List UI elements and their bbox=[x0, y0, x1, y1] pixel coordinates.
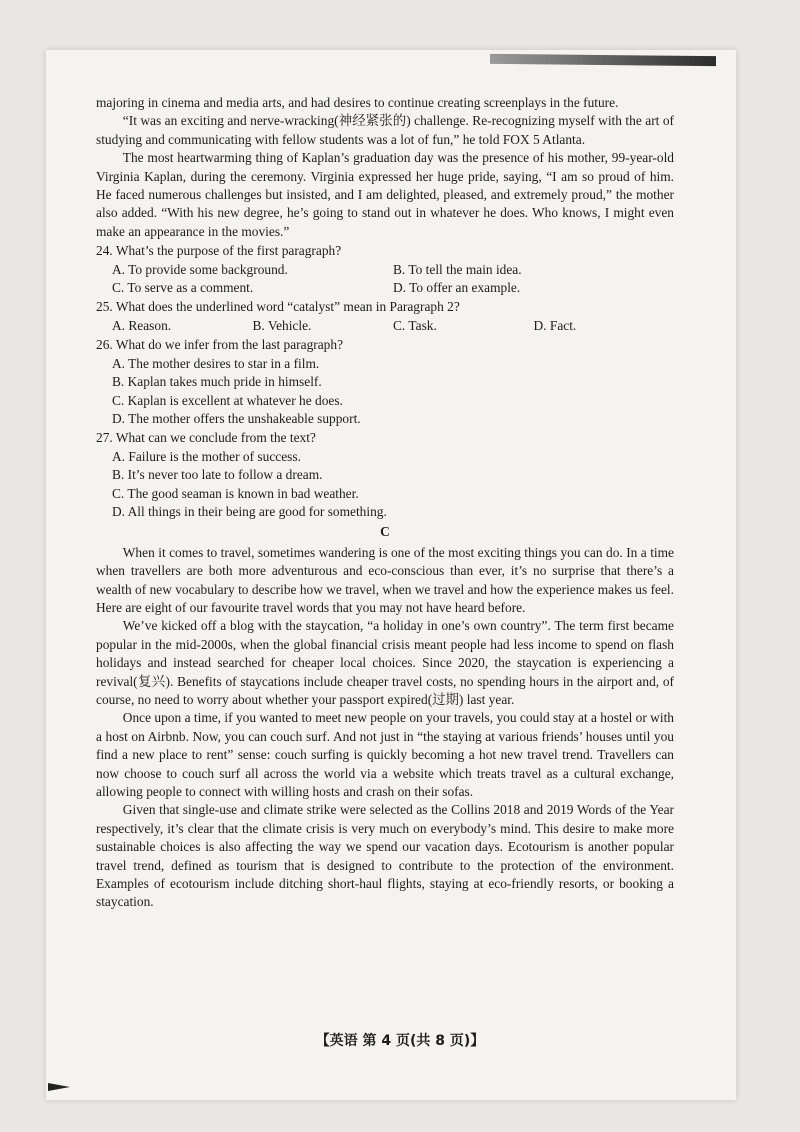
option[interactable]: C. To serve as a comment. bbox=[112, 280, 254, 296]
option[interactable]: B. To tell the main idea. bbox=[393, 261, 522, 277]
question-stem: 25. What does the underlined word “catalyst” mean in Paragraph 2? bbox=[96, 299, 460, 315]
passage-b-paragraph: The most heartwarming thing of Kaplan’s graduation day was the presence of his mother, 99-year-old Virginia Kaplan, during the ceremony. Virginia expressed her huge pride, saying, “I am so proud of him. He faced numerous challenges but insisted, and I am delighted, pleased, and extremely proud,” the mother also added. “With his new degree, he’s going to stand out in whatever he does. Who knows, I might even make an appearance in the movies.” bbox=[96, 150, 674, 239]
page-footer: 【英语 第 4 页(共 8 页)】 bbox=[315, 1033, 485, 1049]
question-stem: 27. What can we conclude from the text? bbox=[96, 430, 316, 446]
option[interactable]: A. The mother desires to star in a film. bbox=[112, 355, 320, 371]
passage-c-paragraph: When it comes to travel, sometimes wandering is one of the most exciting things you can do. In a time when travellers are both more adventurous and eco-conscious than ever, it’s no surprise that there’s a wealth of new vocabulary to describe how we travel, when we travel and how the experience makes us feel. Here are eight of our favourite travel words that you may not have heard before. bbox=[96, 544, 674, 615]
option-row bbox=[96, 317, 674, 335]
option[interactable]: D. Fact. bbox=[533, 317, 577, 333]
option[interactable]: A. Failure is the mother of success. bbox=[112, 448, 301, 464]
option-row bbox=[96, 279, 674, 297]
passage-c-paragraph: Once upon a time, if you wanted to meet new people on your travels, you could stay at a hostel or with a host on Airbnb. Now, you can couch surf. And not just in “the staying at various friends’ houses until you find a new place to rent” sense: couch surfing is quickly becoming a hot new travel trend. Travellers can now choose to couch surf all across the world via a website which treats travel as a cultural exchange, allowing people to connect with willing hosts and crash on their sofas. bbox=[96, 710, 674, 800]
option[interactable]: A. Reason. bbox=[112, 317, 172, 333]
question-stem: 24. What’s the purpose of the first paragraph? bbox=[96, 243, 342, 259]
question-stem: 26. What do we infer from the last paragraph? bbox=[96, 337, 344, 353]
passage-b-paragraph: “It was an exciting and nerve-wracking(神经紧张的) challenge. Re-recognizing myself with the art of studying and communicating with fellow students was a lot of fun,” he told FOX 5 Atlanta. bbox=[96, 113, 674, 147]
option[interactable]: B. It’s never too late to follow a dream. bbox=[112, 467, 323, 483]
option[interactable]: D. To offer an example. bbox=[393, 280, 521, 296]
passage-c-paragraph: Given that single-use and climate strike were selected as the Collins 2018 and 2019 Words of the Year respectively, it’s clear that the climate crisis is very much on everybody’s mind. This desire to make more sustainable choices is also affecting the way we spend our vacation days. Ecotourism is another popular travel trend, defined as tourism that is designed to contribute to the protection of the environment. Examples of ecotourism include ditching short-haul flights, staying at eco-friendly resorts, or booking a staycation. bbox=[96, 802, 674, 910]
option[interactable]: B. Vehicle. bbox=[252, 317, 312, 333]
passage-c-paragraph: We’ve kicked off a blog with the staycation, “a holiday in one’s own country”. The term first became popular in the mid-2000s, when the global financial crisis meant people had less income to spend on flash holidays and instead searched for cheaper local choices. Since 2020, the staycation is experiencing a revival(复兴). Benefits of staycations include cheaper travel costs, no spending hours in the airport and, of course, no need to worry about whether your passport expired(过期) last year. bbox=[96, 618, 674, 707]
option[interactable]: C. Task. bbox=[393, 317, 437, 333]
passage-b-paragraph: majoring in cinema and media arts, and had desires to continue creating screenplays in the future. bbox=[96, 95, 619, 110]
option[interactable]: A. To provide some background. bbox=[112, 261, 288, 277]
exam-content bbox=[96, 94, 674, 912]
option-row bbox=[96, 261, 674, 279]
option[interactable]: C. Kaplan is excellent at whatever he does. bbox=[112, 392, 343, 408]
option[interactable]: D. All things in their being are good for something. bbox=[112, 503, 387, 519]
arrow-mark-icon bbox=[48, 1083, 70, 1091]
option[interactable]: C. The good seaman is known in bad weather. bbox=[112, 485, 359, 501]
option[interactable]: D. The mother offers the unshakeable support. bbox=[112, 410, 361, 426]
option[interactable]: B. Kaplan takes much pride in himself. bbox=[112, 374, 322, 390]
section-heading: C bbox=[380, 524, 390, 540]
